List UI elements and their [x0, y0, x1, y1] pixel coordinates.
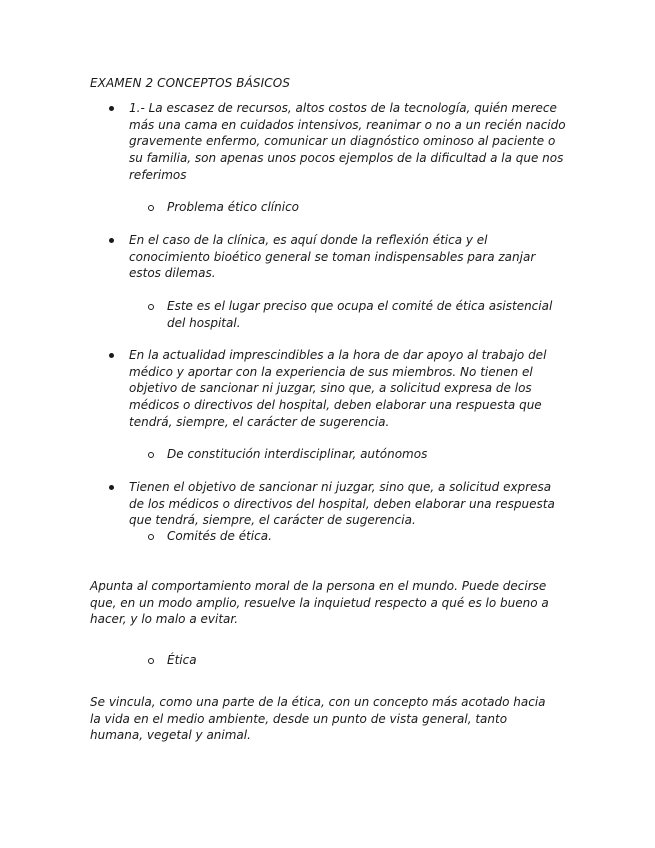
document-title: EXAMEN 2 CONCEPTOS BÁSICOS — [90, 76, 291, 90]
question-3-answer: De constitución interdisciplinar, autónomos — [167, 446, 567, 463]
question-5-text: Apunta al comportamiento moral de la persona en el mundo. Puede decirse que, en un modo amplio, resuelve la inquietud respecto a qué es lo bueno a hacer, y lo malo a evitar. — [90, 579, 549, 627]
question-6-text: Se vincula, como una parte de la ética, con un concepto más acotado hacia la vida en el medio ambiente, desde un punto de vista general, tanto humana, vegetal y animal. — [90, 695, 546, 743]
question-1-answer: Problema ético clínico — [167, 199, 567, 216]
question-3-text: En la actualidad imprescindibles a la hora de dar apoyo al trabajo del médico y aportar con la experiencia de sus miembros. No tienen el objetivo de sancionar ni juzgar, sino que, a solicitud expresa de los médicos o directivos del hospital, deben elaborar una respuesta que tendrá, siempre, el carácter de sugerencia. — [129, 347, 569, 431]
question-4-text: Tienen el objetivo de sancionar ni juzgar, sino que, a solicitud expresa de los médicos o directivos del hospital, deben elaborar una respuesta que tendrá, siempre, el carácter de sugerencia. — [129, 479, 569, 529]
question-4-answer: Comités de ética. — [167, 528, 567, 545]
question-2-text: En el caso de la clínica, es aquí donde la reflexión ética y el conocimiento bioético general se toman indispensables para zanjar estos dilemas. — [129, 232, 569, 282]
question-2-answer: Este es el lugar preciso que ocupa el comité de ética asistencial del hospital. — [167, 298, 567, 331]
question-5-answer: Ética — [167, 652, 567, 669]
question-1-text: 1.- La escasez de recursos, altos costos de la tecnología, quién merece más una cama en cuidados intensivos, reanimar o no a un recién nacido gravemente enfermo, comunicar un diagnóstico ominoso al paciente o su familia, son apenas unos pocos ejemplos de la dificultad a la que nos referimos — [129, 100, 569, 184]
